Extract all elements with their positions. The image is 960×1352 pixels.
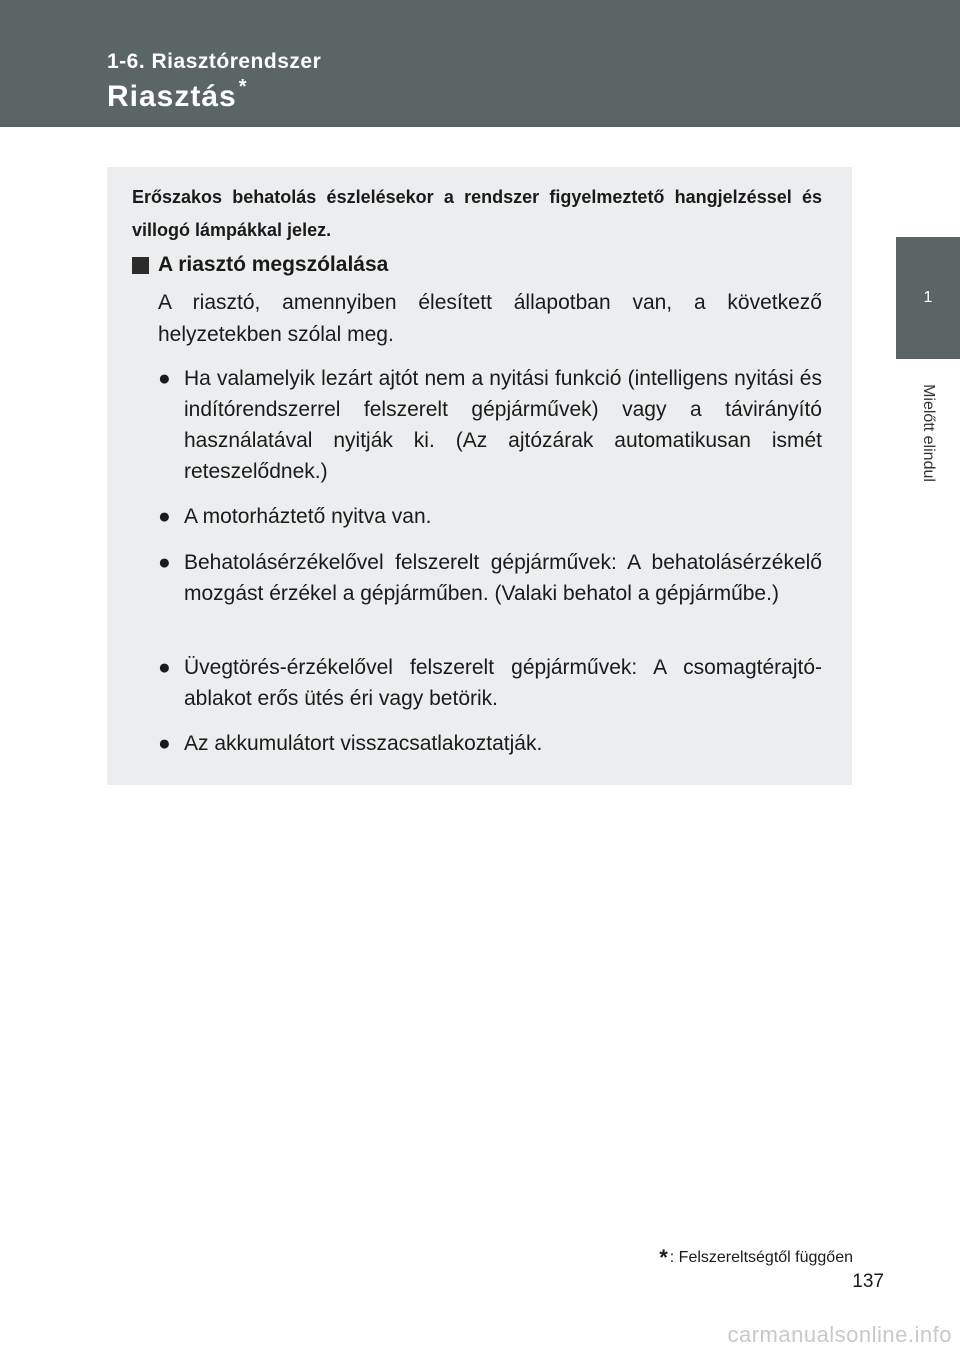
- list-item-text: Üvegtörés-érzékelővel felszerelt gépjárművek: A csomagtérajtó-ablakot erős ütés éri vagy betörik.: [184, 656, 822, 710]
- bullet-icon: ●: [158, 551, 171, 574]
- footnote-star: *: [659, 1245, 668, 1270]
- list-item: [158, 547, 822, 609]
- bullet-icon: ●: [158, 732, 171, 755]
- list-item: [158, 728, 822, 759]
- page-number: 137: [852, 1271, 884, 1292]
- body-paragraph: A riasztó, amennyiben élesített állapotban van, a következő helyzetekben szólal meg.: [158, 291, 822, 346]
- chapter-number: 1: [923, 289, 933, 306]
- footnote: [659, 1245, 853, 1271]
- intro-text: Erőszakos behatolás észlelésekor a rendszer figyelmeztető hangjelzéssel és villogó lámpákkal jelez.: [132, 187, 822, 240]
- list-item-text: A motorháztető nyitva van.: [184, 505, 432, 528]
- watermark: carmanualsonline.info: [727, 1322, 952, 1347]
- list-item-text: Behatolásérzékelővel felszerelt gépjárművek: A behatolásérzékelő mozgást érzékel a gépjárműben. (Valaki behatol a gépjárműbe.): [184, 551, 822, 605]
- page-title: [107, 76, 248, 114]
- bullet-icon: ●: [158, 505, 171, 528]
- bullet-icon: ●: [158, 367, 171, 390]
- chapter-side-label: [896, 365, 960, 500]
- chapter-header: [0, 0, 960, 127]
- list-item: [158, 363, 822, 487]
- section-label: 1-6. Riasztórendszer: [107, 50, 322, 73]
- chapter-name: Mielőtt elindul: [920, 383, 938, 482]
- bullet-icon: ●: [158, 656, 171, 679]
- list-item: [158, 501, 822, 532]
- title-asterisk: *: [238, 76, 248, 98]
- content-box: [107, 167, 852, 785]
- list-item-text: Ha valamelyik lezárt ajtót nem a nyitási funkció (intelligens nyitási és indítórendszerrel felszerelt gépjárművek) vagy a távirányító használatával nyitják ki. (Az ajtózárak automatikusan ismét reteszelődnek.): [184, 367, 822, 483]
- footnote-text: : Felszereltségtől függően: [669, 1249, 853, 1266]
- subheading-text: A riasztó megszólalása: [158, 253, 389, 276]
- list-item: [158, 652, 822, 714]
- page-title-text: Riasztás: [107, 80, 237, 113]
- chapter-tab: [896, 237, 960, 359]
- square-bullet-icon: [132, 257, 149, 274]
- subheading: [132, 253, 388, 277]
- list-item-text: Az akkumulátort visszacsatlakoztatják.: [184, 732, 543, 755]
